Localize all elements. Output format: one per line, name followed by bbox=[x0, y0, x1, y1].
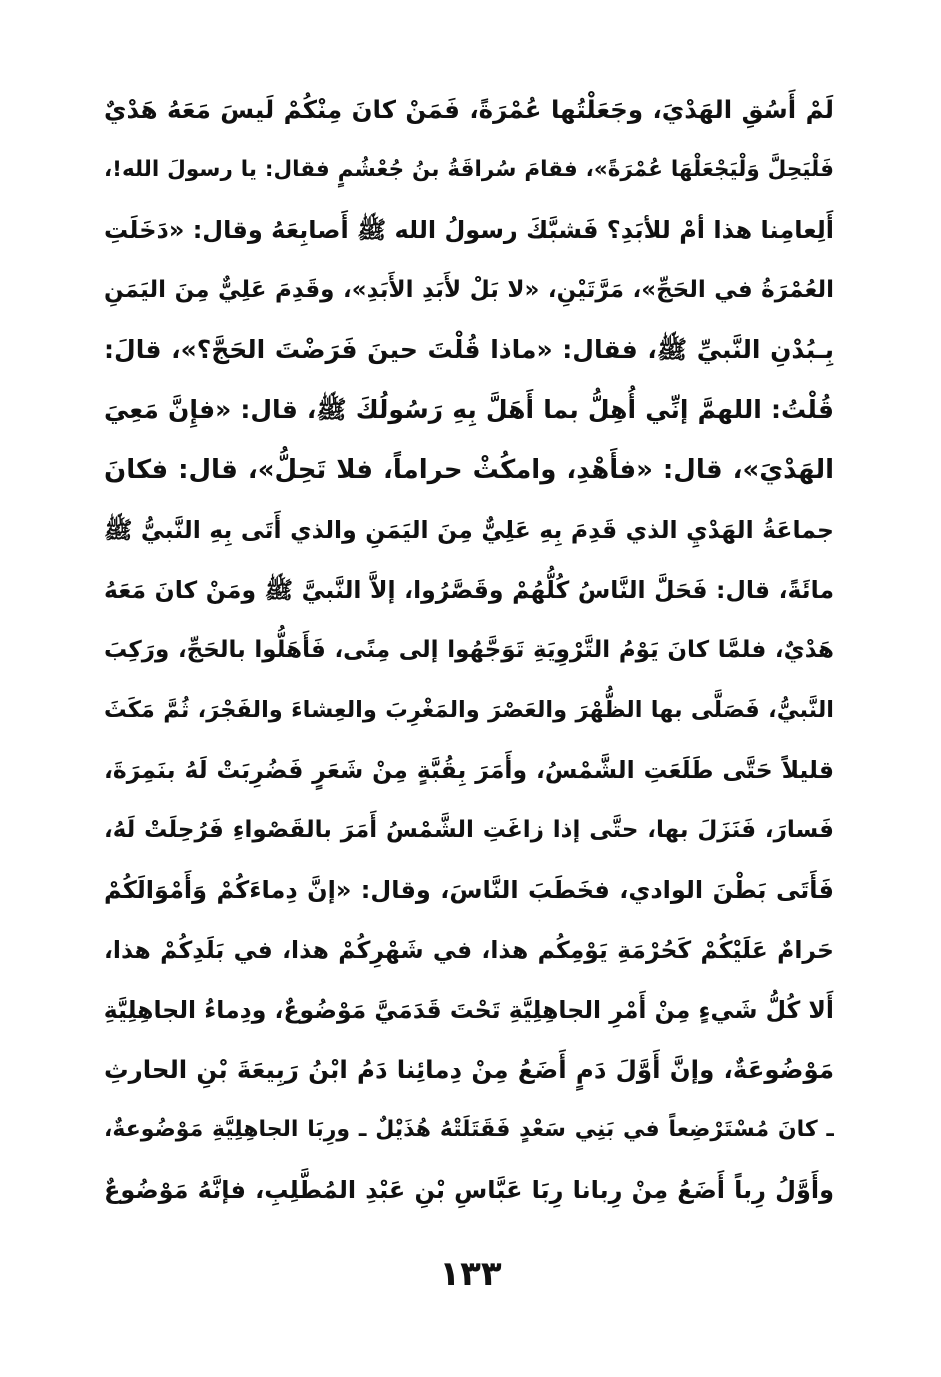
body-text bbox=[104, 80, 834, 1220]
text-line-14: فَأَتَى بَطْنَ الوادي، فخَطَبَ النَّاسَ، وقال: «إنَّ دِماءَكُمْ وَأَمْوَالَكُمْ bbox=[104, 876, 834, 904]
text-line-10: هَدْيٌ، فلمَّا كانَ يَوْمُ التَّرْوِيَةِ تَوَجَّهُوا إلى مِنًى، فَأَهَلُّوا بالحَجِّ، ورَكِبَ bbox=[104, 637, 834, 663]
text-line-2: فَلْيَحِلَّ وَلْيَجْعَلْهَا عُمْرَةً»، فقامَ سُراقَةُ بنُ جُعْشُمٍ فقال: يا رسولَ الله!، bbox=[104, 157, 834, 182]
text-line-3: أَلِعامِنا هذا أمْ للأبَدِ؟ فَشبَّكَ رسولُ الله ﷺ أَصابِعَهُ وقال: «دَخَلَتِ bbox=[104, 216, 834, 244]
text-line-9: مائَةً، قال: فَحَلَّ النَّاسُ كُلُّهُمْ وقَصَّرُوا، إلاَّ النَّبيَّ ﷺ ومَنْ كانَ مَعَهُ bbox=[104, 576, 834, 604]
text-line-13: فَسارَ، فَنَزَلَ بها، حتَّى إذا زاغَتِ الشَّمْسُ أَمَرَ بالقَصْواءِ فَرُحِلَتْ لَهُ، bbox=[104, 817, 834, 843]
text-line-7: الهَدْيَ»، قال: «فأَهْدِ، وامكُثْ حراماً، فلا تَحِلُّ»، قال: فكانَ bbox=[104, 455, 834, 485]
text-line-18: ـ كانَ مُسْتَرْضِعاً في بَنِي سَعْدٍ فَقَتَلَتْهُ هُذَيْلٌ ـ ورِبَا الجاهِلِيَّةِ مَوْضُوعةٌ، bbox=[104, 1117, 834, 1142]
text-line-16: أَلا كُلُّ شَيءٍ مِنْ أَمْرِ الجاهِلِيَّةِ تَحْتَ قَدَمَيَّ مَوْضُوعٌ، ودِماءُ الجاهِلِيَّةِ bbox=[104, 996, 834, 1024]
text-line-1: لَمْ أَسُقِ الهَدْيَ، وجَعَلْتُها عُمْرَةً، فَمَنْ كانَ مِنْكُمْ لَيسَ مَعَهُ هَدْيٌ bbox=[104, 95, 834, 124]
page-number: ١٣٣ bbox=[439, 1254, 502, 1294]
text-line-15: حَرامٌ عَلَيْكُمْ كَحُرْمَةِ يَوْمِكُم هذا، في شَهْرِكُمْ هذا، في بَلَدِكُمْ هذا، bbox=[104, 936, 834, 964]
text-line-19: وأَوَّلُ رِباً أَضَعُ مِنْ رِبانا رِبَا عَبَّاسِ بْنِ عَبْدِ المُطَّلِبِ، فإنَّهُ مَوْضُوعٌ bbox=[104, 1176, 834, 1204]
text-line-12: قليلاً حَتَّى طَلَعَتِ الشَّمْسُ، وأَمَرَ بِقُبَّةٍ مِنْ شَعَرٍ فَضُرِبَتْ لَهُ بنَمِرَةَ، bbox=[104, 756, 834, 784]
text-line-11: النَّبيُّ، فَصَلَّى بها الظُّهْرَ والعَصْرَ والمَغْرِبَ والعِشاءَ والفَجْرَ، ثُمَّ مَكَثَ bbox=[104, 697, 834, 723]
text-line-4: العُمْرَةُ في الحَجِّ»، مَرَّتَيْنِ، «لا بَلْ لأَبَدِ الأَبَدِ»، وقَدِمَ عَلِيٌّ مِنَ اليَمَنِ bbox=[104, 277, 834, 303]
text-line-17: مَوْضُوعَةٌ، وإنَّ أَوَّلَ دَمٍ أَضَعُ مِنْ دِمائِنا دَمُ ابْنُ رَبِيعَةَ بْنِ الحارثِ bbox=[104, 1055, 834, 1084]
text-line-6: قُلْتُ: اللهمَّ إنِّي أُهِلُّ بما أَهَلَّ بِهِ رَسُولُكَ ﷺ، قال: «فإِنَّ مَعِيَ bbox=[104, 395, 834, 424]
text-line-5: بِـبُدْنِ النَّبيِّ ﷺ، فقال: «ماذا قُلْتَ حينَ فَرَضْتَ الحَجَّ؟»، قالَ: bbox=[104, 335, 834, 364]
text-line-8: جماعَةُ الهَدْيِ الذي قَدِمَ بِهِ عَلِيٌّ مِنَ اليَمَنِ والذي أَتَى بِهِ النَّبيُّ ﷺ bbox=[104, 516, 834, 544]
